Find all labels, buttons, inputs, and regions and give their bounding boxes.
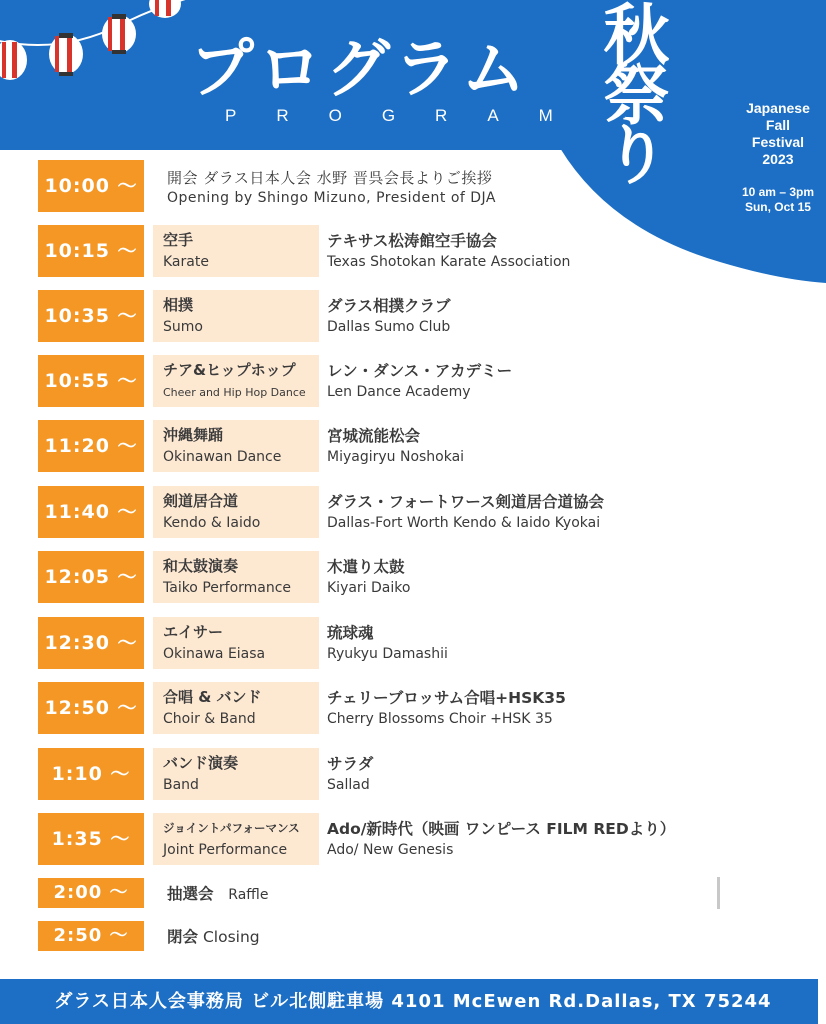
category-box (153, 290, 319, 342)
page-title: プログラム (190, 33, 530, 107)
category-en: Band (163, 777, 199, 793)
category-jp: ジョイントパフォーマンス (163, 821, 300, 835)
category-en: Kendo & Iaido (163, 515, 261, 531)
category-jp: バンド演奏 (163, 754, 239, 772)
time-badge: 2:00 ～ (38, 878, 144, 908)
category-en: Sumo (163, 319, 203, 335)
category-jp: 和太鼓演奏 (163, 557, 239, 575)
category-jp: エイサー (163, 623, 224, 641)
category-jp: 合唱 & バンド (163, 688, 262, 706)
performer-en: Len Dance Academy (327, 384, 471, 400)
category-box (153, 355, 319, 407)
performer-en: Kiyari Daiko (327, 580, 411, 596)
opening-en: Opening by Shingo Mizuno, President of DJA (167, 190, 497, 206)
raffle-label (167, 882, 268, 904)
festival-name-3: Festival (751, 134, 805, 150)
category-box (153, 682, 319, 734)
category-jp: 空手 (163, 231, 194, 249)
time-badge: 11:40 ～ (38, 486, 144, 538)
performer-jp: ダラス相撲クラブ (327, 297, 451, 315)
category-en: Okinawa Eiasa (163, 646, 266, 662)
raffle-jp: 抽選会 (167, 885, 214, 903)
time-badge: 12:05 ～ (38, 551, 144, 603)
performer-jp: 木遣り太鼓 (327, 558, 405, 576)
page-subtitle: PROGRAM (225, 106, 593, 125)
divider (717, 877, 720, 909)
performer-jp: 琉球魂 (327, 624, 374, 642)
performer-en: Dallas-Fort Worth Kendo & Iaido Kyokai (327, 515, 601, 531)
time-badge: 1:10 ～ (38, 748, 144, 800)
performer-en: Cherry Blossoms Choir +HSK 35 (327, 711, 553, 727)
performer-en: Texas Shotokan Karate Association (327, 254, 571, 270)
footer-address: ダラス日本人会事務局 ビル北側駐車場 4101 McEwen Rd.Dallas, TX 75244 (0, 979, 826, 1024)
time-badge: 11:20 ～ (38, 420, 144, 472)
category-box (153, 551, 319, 603)
time-badge: 10:15 ～ (38, 225, 144, 277)
time-badge: 12:30 ～ (38, 617, 144, 669)
closing-en: Closing (202, 928, 260, 946)
performer-jp: レン・ダンス・アカデミー (327, 362, 513, 380)
festival-name-4: 2023 (762, 151, 794, 167)
performer-en: Miyagiryu Noshokai (327, 449, 465, 465)
performer-en: Ado/ New Genesis (327, 842, 454, 858)
performer-jp: 宮城流能松会 (327, 427, 421, 445)
time-badge: 12:50 ～ (38, 682, 144, 734)
performer-jp: Ado/新時代（映画 ワンピース FILM REDより） (327, 820, 676, 838)
festival-name-2: Fall (765, 117, 791, 133)
performer-jp: ダラス・フォートワース剣道居合道協会 (327, 493, 604, 511)
category-box (153, 748, 319, 800)
time-badge: 10:35 ～ (38, 290, 144, 342)
performer-jp: サラダ (327, 755, 374, 773)
category-box (153, 813, 319, 865)
lantern-string-icon (0, 0, 200, 90)
time-badge: 2:50 ～ (38, 921, 144, 951)
footer-edge (818, 979, 826, 1024)
performer-en: Ryukyu Damashii (327, 646, 448, 662)
category-jp: 剣道居合道 (163, 492, 239, 510)
category-box (153, 486, 319, 538)
category-box (153, 617, 319, 669)
category-box (153, 225, 319, 277)
opening-jp: 開会 ダラス日本人会 水野 晋呉会長よりご挨拶 (167, 169, 493, 187)
category-en: Choir & Band (163, 711, 256, 727)
performer-jp: チェリーブロッサム合唱+HSK35 (327, 689, 566, 707)
closing-label (167, 925, 260, 947)
festival-hours: 10 am – 3pm (741, 185, 814, 199)
performer-en: Sallad (327, 777, 370, 793)
time-badge: 10:00 ～ (38, 160, 144, 212)
category-en: Cheer and Hip Hop Dance (163, 386, 306, 399)
category-en: Karate (163, 254, 209, 270)
festival-logo: 秋祭り (592, 0, 670, 180)
festival-date: Sun, Oct 15 (744, 200, 811, 214)
category-en: Taiko Performance (163, 580, 292, 596)
festival-name-1: Japanese (746, 100, 810, 116)
closing-jp: 閉会 (167, 928, 199, 946)
category-en: Okinawan Dance (163, 449, 282, 465)
festival-info (742, 100, 814, 215)
raffle-en: Raffle (228, 887, 269, 903)
time-badge: 1:35 ～ (38, 813, 144, 865)
category-jp: 相撲 (163, 296, 194, 314)
category-box (153, 420, 319, 472)
performer-en: Dallas Sumo Club (327, 319, 451, 335)
category-jp: チア&ヒップホップ (163, 361, 296, 379)
category-en: Joint Performance (163, 842, 288, 858)
category-jp: 沖縄舞踊 (163, 426, 224, 444)
time-badge: 10:55 ～ (38, 355, 144, 407)
performer-jp: テキサス松涛館空手協会 (327, 232, 497, 250)
